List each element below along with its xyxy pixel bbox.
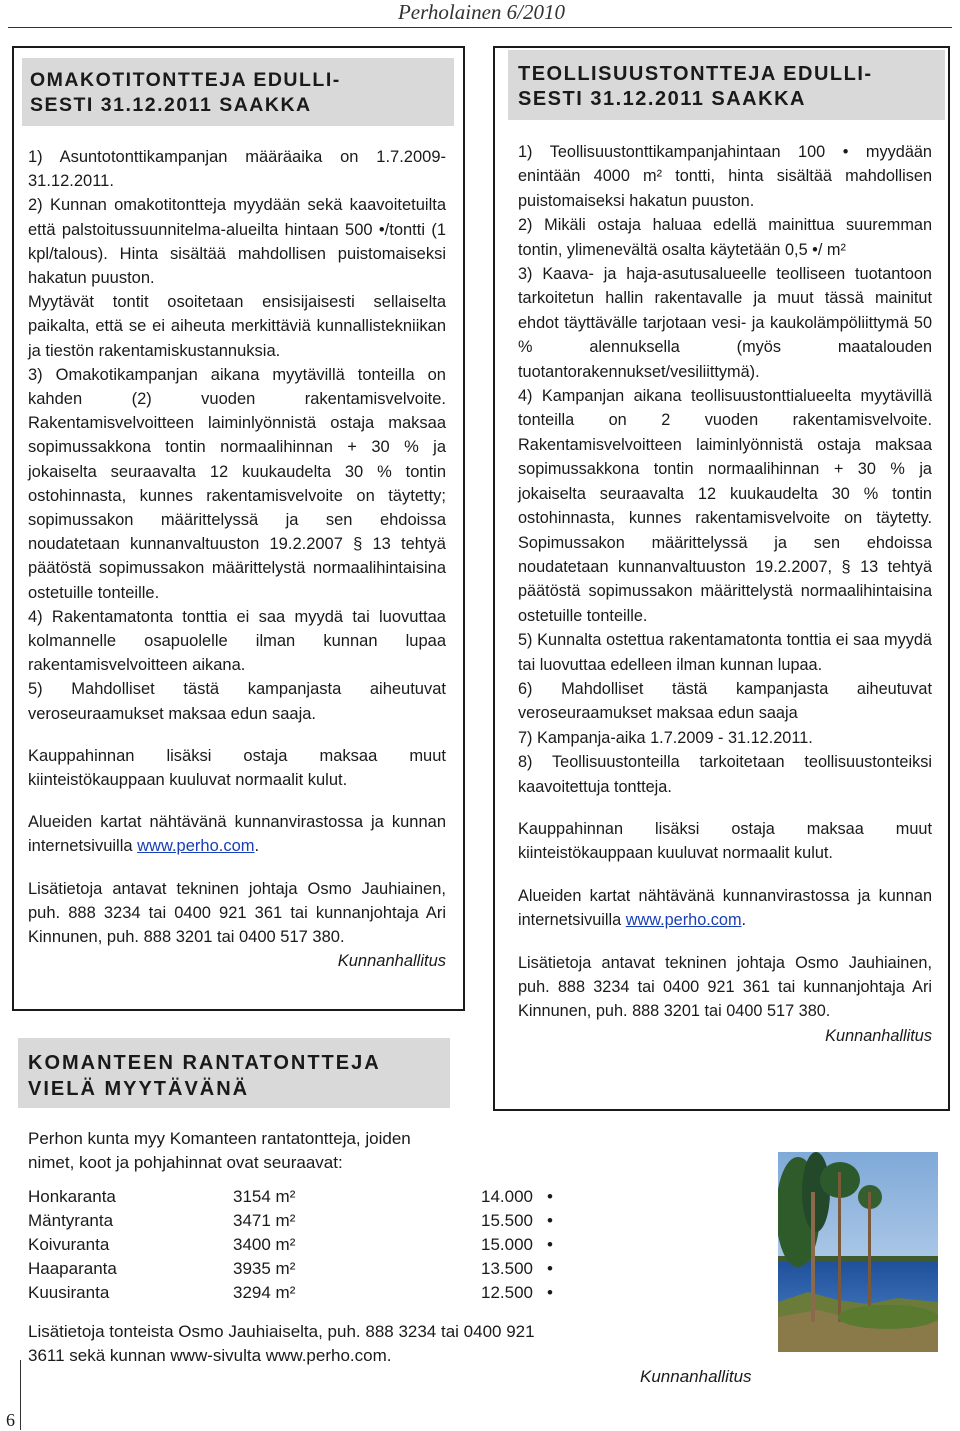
left-contact-info: Lisätietoja antavat tekninen johtaja Osmo Jauhiainen, puh. 888 3234 tai 0400 921 361 tai kunnanjohtaja Ari Kinnunen, puh. 888 3201 tai 0400 517 380.	[28, 879, 446, 947]
margin-rule	[20, 1360, 21, 1430]
table-row: Koivuranta 3400 m² 15.000 •	[28, 1235, 553, 1254]
left-maps-text: Alueiden kartat nähtävänä kunnanvirastossa ja kunnan internetsivuilla	[28, 813, 446, 856]
right-para-8: 8) Teollisuustonteilla tarkoitetaan teollisuustonteiksi kaavoitettuja tontteja.	[518, 753, 932, 796]
header-rule	[8, 27, 952, 28]
page-number: 6	[6, 1410, 15, 1430]
right-maps-text: Alueiden kartat nähtävänä kunnanvirastossa ja kunnan internetsivuilla	[518, 886, 932, 930]
left-box-title-line2: SESTI 31.12.2011 SAAKKA	[30, 94, 312, 116]
left-para-4: 3) Omakotikampanjan aikana myytävillä tonteilla on kahden (2) vuoden rakentamisvelvoite. Rakentamisvelvoitteen laiminlyönnistä ostaja maksaa sopimussakkona tontin normaalihinnan + 30 % ja jokaiselta seuraavalta 12 kuukaudelta 30 % tontin ostohinnasta, kunnes rakentamisvelvoite on täytetty; sopimussakon määrittelyssä ja sen ehdoissa noudatetaan kunnanvaltuuston 19.2.2007 § 13 tehtyä päätöstä sopimussakon määrittelystä normaalihintaisina ostetuille tonteille.	[28, 365, 446, 602]
right-para-1: 1) Teollisuustonttikampanjahintaan 100 • myydään enintään 4000 m² tontti, hinta sisältää mahdollisen puistomaiseksi hakatun puuston.	[518, 143, 932, 210]
right-para-6: 6) Mahdolliset tästä kampanjasta aiheutuvat veroseuraamukset maksaa edun saaja	[518, 679, 932, 723]
lake-photo	[778, 1152, 938, 1352]
right-maps: Alueiden kartat nähtävänä kunnanvirastossa ja kunnan internetsivuilla www.perho.com.	[518, 886, 932, 930]
table-row: Haaparanta 3935 m² 13.500 •	[28, 1259, 553, 1278]
right-box-title-line1: TEOLLISUUSTONTTEJA EDULLI-	[518, 63, 873, 85]
lots-table	[28, 1185, 553, 1305]
komanteen-title-line2: VIELÄ MYYTÄVÄNÄ	[28, 1078, 250, 1100]
right-para-2: 2) Mikäli ostaja haluaa edellä mainittua suuremman tontin, ylimenevältä osalta käytetään 0,5 •/ m²	[518, 216, 932, 259]
table-row: Kuusiranta 3294 m² 12.500 •	[28, 1283, 553, 1302]
left-box-title-line1: OMAKOTITONTTEJA EDULLI-	[30, 69, 341, 91]
komanteen-info: Lisätietoja tonteista Osmo Jauhiaiselta, puh. 888 3234 tai 0400 921 3611 sekä kunnan www-sivulta www.perho.com.	[28, 1322, 535, 1365]
left-para-2: 2) Kunnan omakotitontteja myydään sekä kaavoitetuilta että palstoitussuunnitelma-alueilta hintaan 500 •/tontti (1 kpl/talous). Hinta sisältää mahdollisen puistomaiseksi hakatun puuston.	[28, 196, 446, 288]
left-maps: Alueiden kartat nähtävänä kunnanvirastossa ja kunnan internetsivuilla www.perho.com.	[28, 813, 446, 856]
table-row: Mäntyranta 3471 m² 15.500 •	[28, 1211, 553, 1230]
left-extra-costs: Kauppahinnan lisäksi ostaja maksaa muut kiinteistökauppaan kuuluvat normaalit kulut.	[28, 746, 446, 790]
komanteen-title	[18, 1038, 450, 1108]
right-para-4: 4) Kampanjan aikana teollisuustonttialueelta myytävillä tonteilla on 2 vuoden rakentamisvelvoite. Rakentamisvelvoitteen laiminlyönnistä ostaja maksaa sopimussakkona tontin normaalihinnan + 30 % ja jokaiselta seuraavalta 12 kuukaudelta 30 % tontin ostohinnasta, kunnes rakentamisvelvoite on täytetty. Sopimussakon määrittelyssä ja sen ehdoissa noudatetaan kunnanvaltuuston 19.2.2007, § 13 tehtyä päätöstä sopimussakon määrittelystä normaalihintaisina ostetuille tonteille.	[518, 387, 932, 625]
komanteen-title-line1: KOMANTEEN RANTATONTTEJA	[28, 1052, 381, 1074]
left-para-3: Myytävät tontit osoitetaan ensisijaisesti sellaiselta paikalta, että se ei aiheuta merkittäviä kunnallistekniikan ja tiestön rakentamiskustannuksia.	[28, 293, 446, 360]
right-box-title-line2: SESTI 31.12.2011 SAAKKA	[518, 88, 806, 110]
right-website-link[interactable]: www.perho.com	[625, 911, 742, 930]
left-para-6: 5) Mahdolliset tästä kampanjasta aiheutuvat veroseuraamukset maksaa edun saaja.	[28, 680, 446, 723]
left-box-title	[22, 58, 454, 126]
right-contact-info: Lisätietoja antavat tekninen johtaja Osmo Jauhiainen, puh. 888 3234 tai 0400 921 361 tai kunnanjohtaja Ari Kinnunen, puh. 888 3201 tai 0400 517 380.	[518, 953, 932, 1021]
komanteen-signature: Kunnanhallitus	[640, 1367, 752, 1386]
right-para-3: 3) Kaava- ja haja-asutusalueelle teolliseen tuotantoon tarkoitetun hallin rakentavalle ja muut tässä mainitut ehdot täyttävälle tarjotaan vesi- ja kaukolämpöliittymä 50 % alennuksella (myös maatalouden tuotantorakennukset/vesiliittymä).	[518, 265, 932, 381]
left-para-5: 4) Rakentamatonta tonttia ei saa myydä tai luovuttaa kolmannelle osapuolelle ilman kunnan lupaa rakentamisvelvoitteen aikana.	[28, 607, 446, 675]
left-signature: Kunnanhallitus	[337, 952, 446, 971]
right-para-5: 5) Kunnalta ostettua rakentamatonta tonttia ei saa myydä tai luovuttaa edelleen ilman kunnan lupaa.	[518, 631, 932, 674]
right-box-body	[518, 140, 932, 1048]
left-para-1: 1) Asuntotonttikampanjan määräaika on 1.7.2009-31.12.2011.	[28, 148, 446, 191]
right-extra-costs: Kauppahinnan lisäksi ostaja maksaa muut kiinteistökauppaan kuuluvat normaalit kulut.	[518, 819, 932, 863]
publication-title: Perholainen 6/2010	[397, 0, 565, 24]
left-box-body	[28, 145, 446, 974]
left-website-link[interactable]: www.perho.com	[137, 837, 255, 856]
table-row: Honkaranta 3154 m² 14.000 •	[28, 1187, 553, 1206]
right-signature: Kunnanhallitus	[825, 1026, 932, 1045]
right-para-7: 7) Kampanja-aika 1.7.2009 - 31.12.2011.	[518, 728, 813, 747]
komanteen-intro: Perhon kunta myy Komanteen rantatontteja, joiden nimet, koot ja pohjahinnat ovat seuraavat:	[28, 1129, 411, 1172]
right-box-title	[508, 50, 945, 120]
